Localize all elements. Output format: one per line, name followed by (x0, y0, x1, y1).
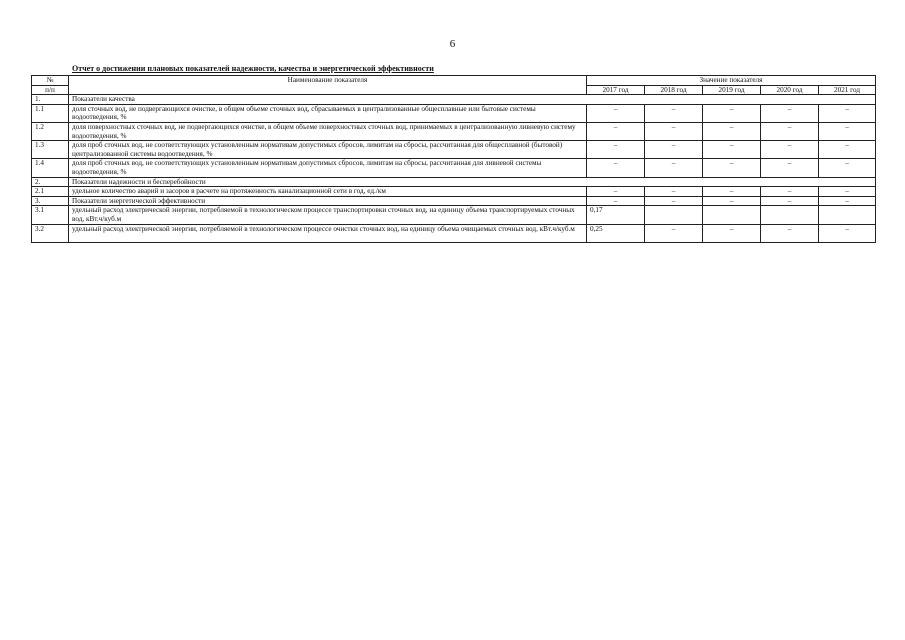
indicator-name: доля сточных вод, не подвергающихся очистке, в общем объеме сточных вод, сбрасываемых в централизованные общесплавные или бытовые системы водоотведения, % (69, 104, 587, 122)
table-row (32, 224, 876, 242)
indicator-value: – (819, 122, 876, 140)
indicator-name: удельный расход электрической энергии, потребляемой в технологическом процессе транспортировки сточных вод, на единицу объема транспортируемых сточных вод, кВт.ч/куб.м (69, 206, 587, 224)
row-number: 2.1 (32, 187, 69, 197)
indicator-value: – (703, 224, 761, 242)
indicator-value: – (761, 122, 819, 140)
indicator-name: удельное количество аварий и засоров в расчете на протяженность канализационной сети в год, ед./км (69, 187, 587, 197)
indicator-value: – (761, 196, 819, 206)
table-row (32, 206, 876, 224)
indicator-value: – (761, 224, 819, 242)
row-number: 1. (32, 95, 69, 105)
header-year: 2020 год (761, 85, 819, 95)
header-row-1 (32, 76, 876, 86)
document-title: Отчет о достижении плановых показателей надежности, качества и энергетической эффективности (72, 64, 434, 73)
indicator-value: – (587, 187, 645, 197)
indicator-value: 0,25 (587, 224, 645, 242)
indicator-value: – (703, 122, 761, 140)
table-row (32, 104, 876, 122)
indicator-value: – (761, 104, 819, 122)
indicator-value: – (761, 141, 819, 159)
indicator-value: – (645, 159, 703, 177)
indicator-value: – (587, 196, 645, 206)
indicator-value: – (703, 187, 761, 197)
indicator-value: – (587, 141, 645, 159)
page-number: 6 (449, 38, 456, 50)
indicator-value (645, 206, 703, 224)
indicator-value (703, 206, 761, 224)
indicator-value: – (587, 104, 645, 122)
header-year: 2018 год (645, 85, 703, 95)
header-year: 2021 год (819, 85, 876, 95)
row-number: 3. (32, 196, 69, 206)
indicator-value: – (587, 159, 645, 177)
indicator-value: – (645, 196, 703, 206)
row-number: 1.3 (32, 141, 69, 159)
table-row (32, 159, 876, 177)
indicator-value: – (645, 104, 703, 122)
indicator-value: – (587, 122, 645, 140)
indicator-value: – (761, 187, 819, 197)
header-year: 2019 год (703, 85, 761, 95)
indicator-value: – (819, 224, 876, 242)
indicator-value: – (819, 196, 876, 206)
indicator-value: – (703, 104, 761, 122)
header-num-line2: п/п (32, 85, 69, 95)
indicator-name: удельный расход электрической энергии, потребляемой в технологическом процессе очистки сточных вод, на единицу объема очищаемых сточных вод, кВт.ч/куб.м (69, 224, 587, 242)
row-number: 1.4 (32, 159, 69, 177)
table-row (32, 141, 876, 159)
indicator-value: – (645, 224, 703, 242)
indicator-name: доля проб сточных вод, не соответствующих установленным нормативам допустимых сбросов, лимитам на сбросы, рассчитанная для ливневой системы водоотведения, % (69, 159, 587, 177)
section-heading: Показатели энергетической эффективности (69, 196, 587, 206)
header-year: 2017 год (587, 85, 645, 95)
table-row (32, 122, 876, 140)
table-row (32, 196, 876, 206)
indicator-value: – (645, 187, 703, 197)
indicator-value: – (703, 141, 761, 159)
indicator-value (819, 206, 876, 224)
indicator-name: доля поверхностных сточных вод, не подвергающихся очистке, в общем объеме поверхностных сточных вод, принимаемых в централизованную ливневую систему водоотведения, % (69, 122, 587, 140)
section-heading: Показатели качества (69, 95, 876, 105)
indicator-value (761, 206, 819, 224)
table-row (32, 187, 876, 197)
indicator-value: – (645, 122, 703, 140)
indicator-value: 0,17 (587, 206, 645, 224)
indicator-value: – (819, 187, 876, 197)
header-num-line1: № (32, 76, 69, 86)
indicator-value: – (819, 159, 876, 177)
indicators-table (31, 75, 876, 243)
row-number: 3.2 (32, 224, 69, 242)
header-value: Значение показателя (587, 76, 876, 86)
indicator-value: – (703, 159, 761, 177)
indicator-value: – (819, 104, 876, 122)
indicator-value: – (761, 159, 819, 177)
table-row (32, 95, 876, 105)
table-row (32, 177, 876, 187)
indicator-value: – (819, 141, 876, 159)
row-number: 3.1 (32, 206, 69, 224)
section-heading: Показатели надежности и бесперебойности (69, 177, 876, 187)
indicator-value: – (645, 141, 703, 159)
header-name: Наименование показателя (69, 76, 587, 95)
indicator-value: – (703, 196, 761, 206)
indicator-name: доля проб сточных вод, не соответствующих установленным нормативам допустимых сбросов, лимитам на сбросы, рассчитанная для общесплавной (бытовой) централизованной системы водоотведения, % (69, 141, 587, 159)
row-number: 1.1 (32, 104, 69, 122)
row-number: 1.2 (32, 122, 69, 140)
row-number: 2. (32, 177, 69, 187)
